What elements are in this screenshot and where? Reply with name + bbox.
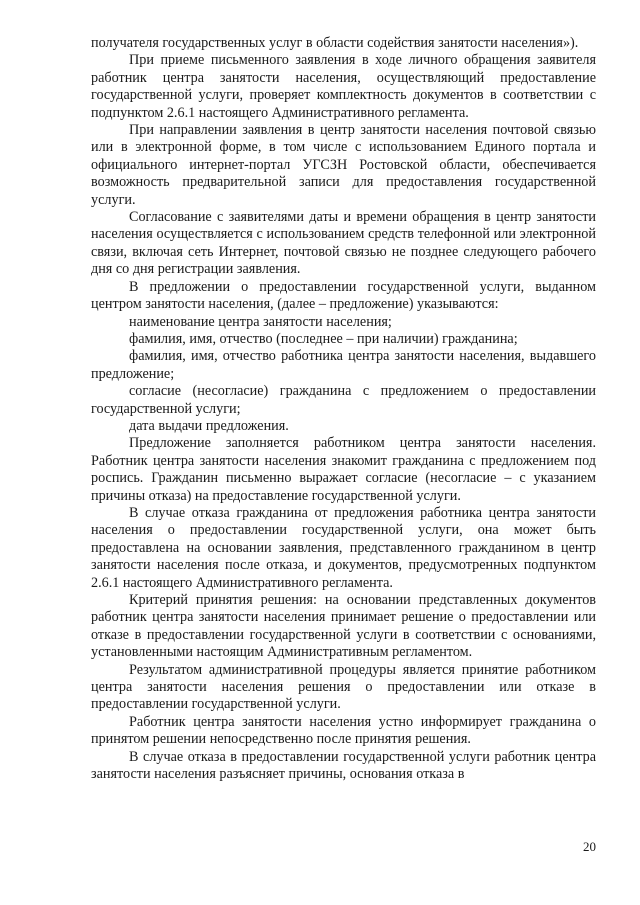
paragraph: Результатом административной процедуры является принятие работником центра занятости населения решения о предоставлении или отказе в предоставлении государственной услуги.: [91, 661, 596, 713]
paragraph: Предложение заполняется работником центра занятости населения. Работник центра занятости населения знакомит гражданина с предложением под роспись. Гражданин письменно выражает согласие (несогласие – с указанием причины отказа) на предоставление государственной услуги.: [91, 435, 596, 504]
paragraph: Согласование с заявителями даты и времени обращения в центр занятости населения осуществляется с использованием средств телефонной или электронной связи, включая сеть Интернет, почтовой связью не позднее следующего рабочего дня со дня регистрации заявления.: [91, 209, 596, 278]
paragraph: При направлении заявления в центр занятости населения почтовой связью или в электронной форме, в том числе с использованием Единого портала и официального интернет-портал УГСЗН Ростовской области, обеспечивается возможность предварительной записи для предоставления государственной услуги.: [91, 122, 596, 208]
list-item: фамилия, имя, отчество работника центра занятости населения, выдавшего предложение;: [91, 348, 596, 382]
paragraph: При приеме письменного заявления в ходе личного обращения заявителя работник центра занятости населения, осуществляющий предоставление государственной услуги, проверяет комплектность документов в соответствии с подпунктом 2.6.1 настоящего Административного регламента.: [91, 52, 596, 121]
paragraph: Работник центра занятости населения устно информирует гражданина о принятом решении непосредственно после принятия решения.: [91, 713, 596, 748]
page-number: 20: [583, 839, 596, 854]
list-item: согласие (несогласие) гражданина с предложением о предоставлении государственной услуги;: [91, 383, 596, 417]
body-text: [91, 35, 596, 783]
paragraph: В случае отказа гражданина от предложения работника центра занятости населения о предоставлении государственной услуги, она может быть предоставлена на основании заявления, представленного гражданином в центр занятости населения после отказа, и документов, предусмотренных подпунктом 2.6.1 настоящего Административного регламента.: [91, 504, 596, 591]
paragraph: Критерий принятия решения: на основании представленных документов работник центра занятости населения принимает решение о предоставлении или отказе в предоставлении государственной услуги в соответствии с основаниями, установленными настоящим Административным регламентом.: [91, 592, 596, 661]
paragraph: В случае отказа в предоставлении государственной услуги работник центра занятости населения разъясняет причины, основания отказа в: [91, 748, 596, 783]
list-item: дата выдачи предложения.: [129, 417, 289, 434]
paragraph: получателя государственных услуг в области содействия занятости населения»).: [91, 35, 579, 51]
list-item: наименование центра занятости населения;: [129, 313, 392, 330]
list-item: фамилия, имя, отчество (последнее – при наличии) гражданина;: [129, 330, 518, 347]
paragraph: В предложении о предоставлении государственной услуги, выданном центром занятости населения, (далее – предложение) указываются:: [91, 278, 596, 313]
